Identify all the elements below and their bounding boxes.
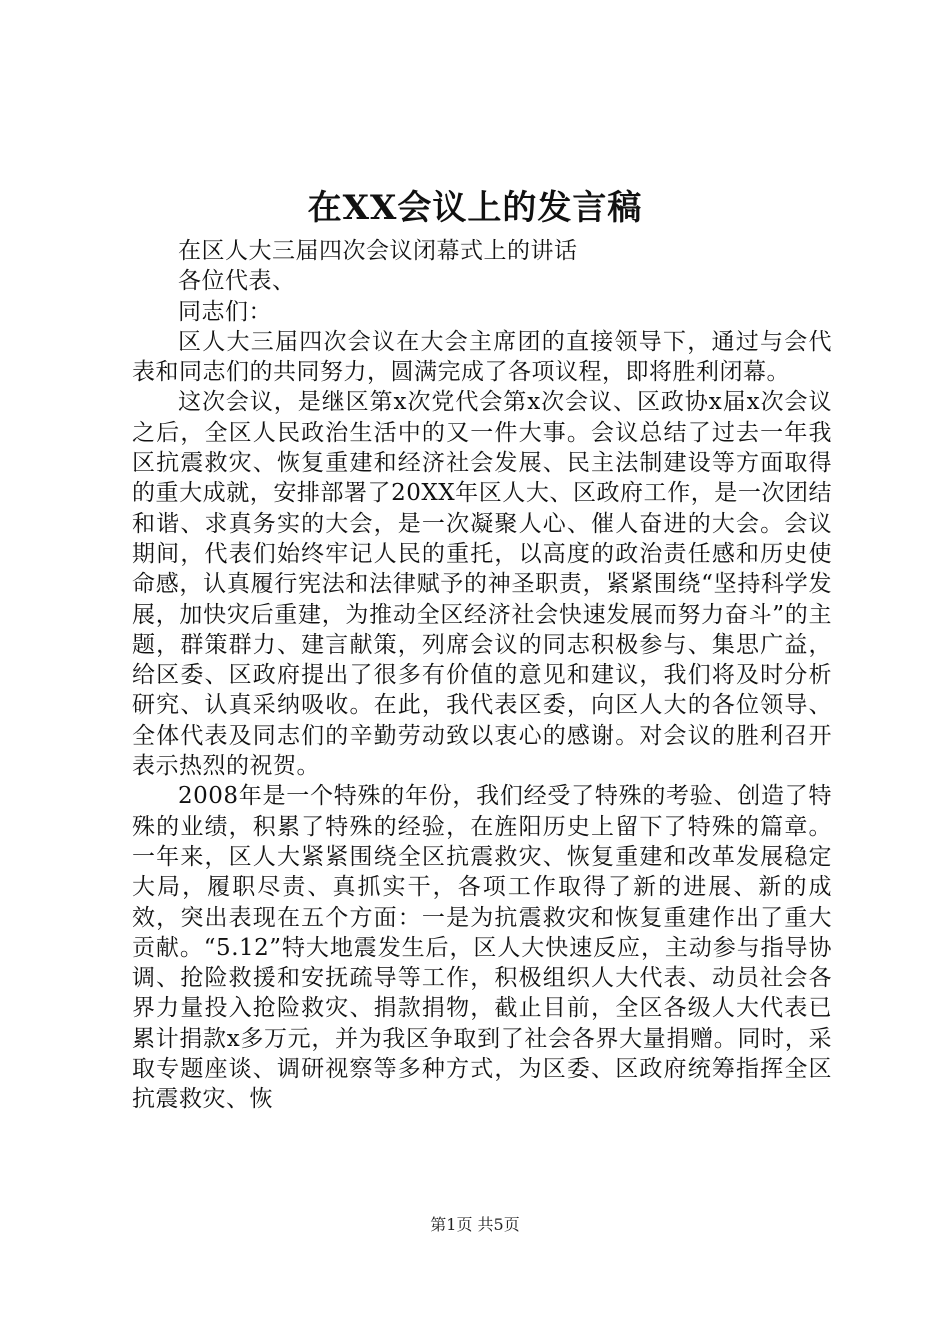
speech-subtitle-paragraph: 在区人大三届四次会议闭幕式上的讲话 [178, 238, 578, 264]
document-body [132, 236, 832, 1115]
body-paragraph: 2008年是一个特殊的年份，我们经受了特殊的考验、创造了特殊的业绩，积累了特殊的经验，在旌阳历史上留下了特殊的篇章。一年来，区人大紧紧围绕全区抗震救灾、恢复重建和改革发展稳定大局，履职尽责、真抓实干，各项工作取得了新的进展、新的成效，突出表现在五个方面：一是为抗震救灾和恢复重建作出了重大贡献。“5.12”特大地震发生后，区人大快速反应，主动参与指导协调、抢险救援和安抚疏导等工作，积极组织人大代表、动员社会各界力量投入抢险救灾、捐款捐物，截止目前，全区各级人大代表已累计捐款x多万元，并为我区争取到了社会各界大量捐赠。同时，采取专题座谈、调研视察等多种方式，为区委、区政府统筹指挥全区抗震救灾、恢 [132, 783, 832, 1113]
page-footer: 第1页 共5页 [430, 1215, 520, 1234]
body-paragraph: 区人大三届四次会议在大会主席团的直接领导下，通过与会代表和同志们的共同努力，圆满完成了各项议程，即将胜利闭幕。 [132, 328, 832, 386]
salutation-comrades-paragraph: 同志们： [178, 298, 272, 325]
salutation-delegates-paragraph: 各位代表、 [178, 268, 296, 295]
body-paragraph: 这次会议，是继区第x次党代会第x次会议、区政协x届x次会议之后，全区人民政治生活中的又一件大事。会议总结了过去一年我区抗震救灾、恢复重建和经济社会发展、民主法制建设等方面取得的重大成就，安排部署了20XX年区人大、区政府工作，是一次团结和谐、求真务实的大会，是一次凝聚人心、催人奋进的大会。会议期间，代表们始终牢记人民的重托，以高度的政治责任感和历史使命感，认真履行宪法和法律赋予的神圣职责，紧紧围绕“坚持科学发展，加快灾后重建，为推动全区经济社会快速发展而努力奋斗”的主题，群策群力、建言献策，列席会议的同志积极参与、集思广益，给区委、区政府提出了很多有价值的意见和建议，我们将及时分析研究、认真采纳吸收。在此，我代表区委，向区人大的各位领导、全体代表及同志们的辛勤劳动致以衷心的感谢。对会议的胜利召开表示热烈的祝贺。 [132, 389, 832, 780]
document-title: 在XX会议上的发言稿 [307, 188, 643, 228]
